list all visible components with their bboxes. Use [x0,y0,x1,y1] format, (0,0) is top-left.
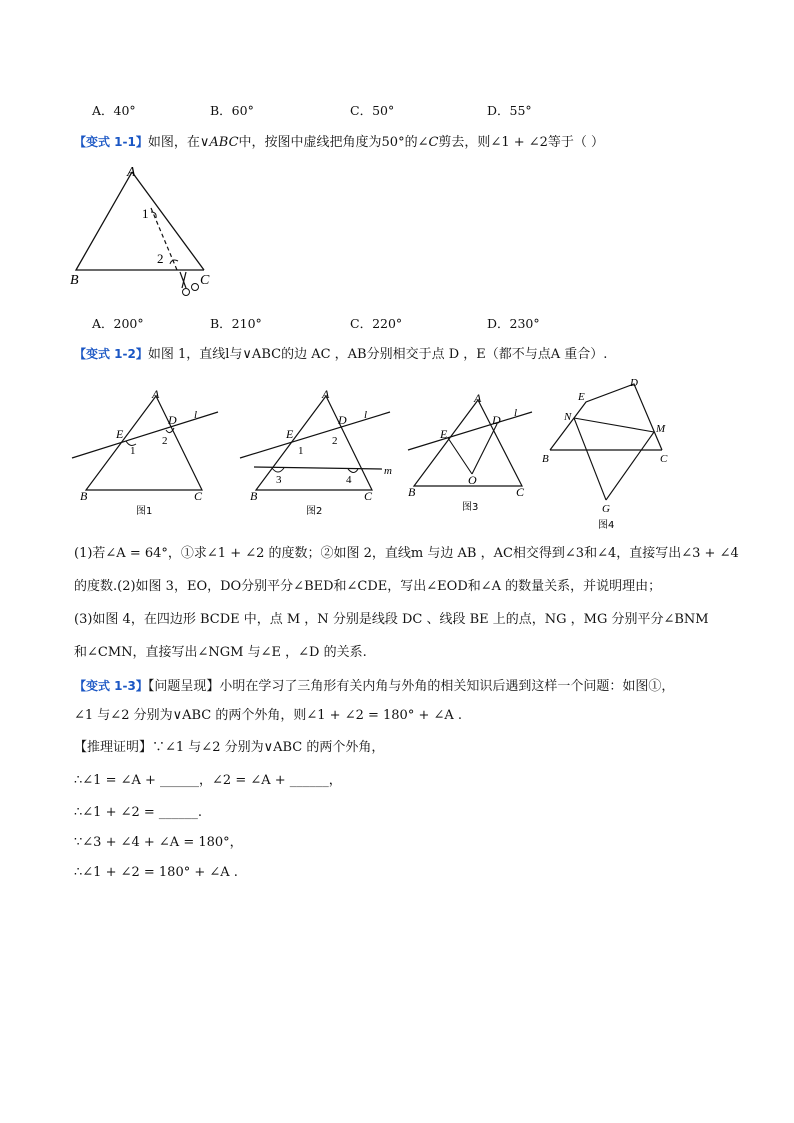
stem-text: 中，按图中虚线把角度为50°的 [238,135,418,150]
svg-text:B: B [542,453,549,465]
angle-1-label: 1 [142,206,149,221]
svg-text:A: A [152,387,160,401]
question-1-3-line7: ∴∠1 + ∠2 = 180° + ∠A . [74,865,238,880]
question-1-2-stem [74,344,607,365]
svg-text:1: 1 [130,445,136,457]
question-tag: 【变式 1-1】 [74,135,148,149]
svg-text:2: 2 [332,435,338,447]
svg-text:E: E [286,427,294,441]
stem-text: 剪去，则 [438,135,491,150]
figure-1-label: 图1 [136,506,153,516]
angle-2-label: 2 [157,251,164,266]
option-c: C．220° [350,316,403,331]
svg-text:4: 4 [346,474,352,486]
svg-text:B: B [80,489,88,503]
svg-text:N: N [564,411,572,423]
option-a: A．40° [92,103,136,118]
question-1-3-line5: ∴∠1 + ∠2 = ______. [74,805,203,820]
vertex-c-label: C [200,273,210,288]
svg-text:E: E [578,391,585,403]
vertex-a-label: A [127,165,136,180]
figure-2 [236,386,396,516]
question-tag: 【变式 1-3】 [74,679,148,693]
expression: ∠1 + ∠2 [490,135,548,150]
vertex-b-label: B [70,273,79,288]
svg-text:1: 1 [298,445,304,457]
svg-text:C: C [194,489,203,503]
option-d: D．230° [487,316,540,331]
option-a: A．200° [92,316,144,331]
option-b: B．60° [210,103,254,118]
question-1-3-stem [74,676,674,697]
option-b: B．210° [210,316,262,331]
scissors-icon [180,272,199,296]
svg-text:O: O [468,473,477,487]
svg-text:l: l [194,409,198,421]
stem-text: 【问题呈现】小明在学习了三角形有关内角与外角的相关知识后遇到这样一个问题：如图①， [147,679,675,694]
svg-text:M: M [656,423,666,435]
question-1-3-line4: ∴∠1 = ∠A + ______，∠2 = ∠A + ______， [74,773,342,788]
question-1-1-stem [74,132,604,153]
svg-text:D: D [492,413,501,427]
angle-label: ∠C [417,135,439,150]
question-1-2-part1-line2: 的度数.(2)如图 3，EO，DO分别平分∠BED和∠CDE，写出∠EOD和∠A 的数量关系，并说明理由； [74,579,662,594]
figure-4-label: 图4 [598,520,615,531]
question-1-2-part3-line2: 和∠CMN，直接写出∠NGM 与∠E ，∠D 的关系. [74,645,367,660]
svg-text:D: D [338,413,347,427]
svg-text:2: 2 [162,435,168,447]
svg-text:3: 3 [276,474,282,486]
question-1-2-part1-line1: (1)若∠A = 64°，①求∠1 + ∠2 的度数；②如图 2，直线m 与边 AB ，AC相交得到∠3和∠4，直接写出∠3 + ∠4 [74,546,739,561]
svg-text:E: E [116,427,124,441]
svg-text:l: l [364,409,368,421]
svg-text:C: C [364,489,373,503]
question-1-3-line3: 【推理证明】∵∠1 与∠2 分别为∨ABC 的两个外角， [74,740,385,755]
triangle-cut-figure [64,160,224,300]
option-c: C．50° [350,103,395,118]
svg-text:C: C [660,453,668,465]
question-1-3-line6: ∵∠3 + ∠4 + ∠A = 180°， [74,835,243,850]
figure-4 [538,374,688,534]
svg-text:m: m [384,465,392,477]
svg-text:A: A [474,391,482,405]
svg-text:C: C [516,485,525,499]
svg-text:B: B [250,489,258,503]
triangle-label: ∨ABC [199,135,239,150]
stem-text: 如图，在 [147,135,200,150]
stem-text: 如图 1，直线l与∨ABC的边 AC ，AB分别相交于点 D ，E（都不与点A 重合）. [147,347,608,362]
figure-3 [404,386,544,516]
figure-3-label: 图3 [462,502,479,513]
stem-text: 等于（ ） [547,135,605,150]
svg-text:G: G [602,503,610,515]
figure-1 [68,386,228,516]
figure-2-label: 图2 [306,506,323,516]
svg-text:D: D [630,377,638,389]
svg-text:D: D [168,413,177,427]
svg-text:B: B [408,485,416,499]
question-tag: 【变式 1-2】 [74,347,148,361]
question-1-3-line2: ∠1 与∠2 分别为∨ABC 的两个外角，则∠1 + ∠2 = 180° + ∠A . [74,708,463,723]
svg-text:l: l [514,407,518,419]
svg-text:E: E [440,427,448,441]
option-d: D．55° [487,103,532,118]
question-1-2-part3-line1: (3)如图 4，在四边形 BCDE 中，点 M ，N 分别是线段 DC 、线段 BE 上的点，NG ，MG 分别平分∠BNM [74,612,709,627]
svg-text:A: A [322,387,330,401]
